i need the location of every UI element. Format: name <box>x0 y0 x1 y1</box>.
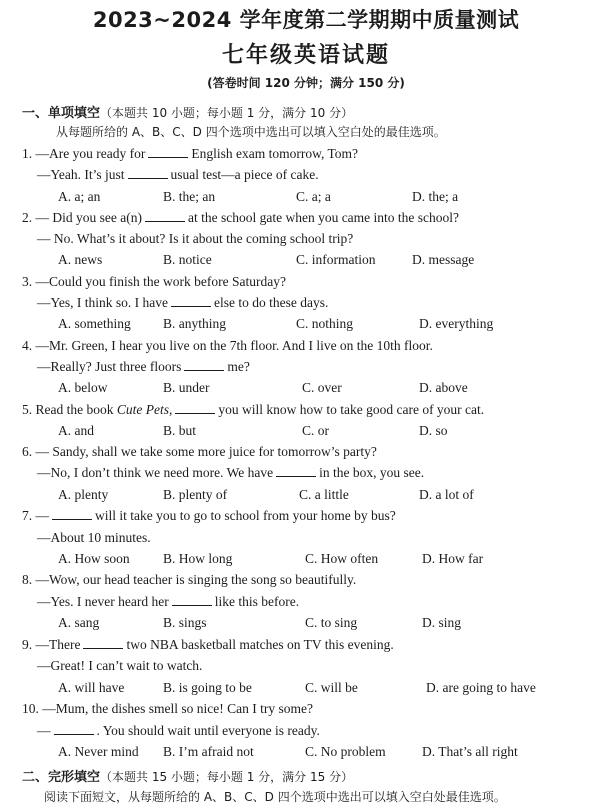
section1-heading <box>22 102 353 121</box>
q4-option-c: C. over <box>302 380 342 395</box>
q4-option-b: B. under <box>163 380 210 395</box>
answer-blank <box>128 168 168 179</box>
answer-blank <box>172 595 212 606</box>
q5-option-d: D. so <box>419 423 448 438</box>
answer-blank <box>148 147 188 158</box>
q7-option-d: D. How far <box>422 551 484 566</box>
q3-option-b: B. anything <box>163 316 226 331</box>
section1-title: 一、单项填空 <box>22 106 101 121</box>
q1-option-b: B. the; an <box>163 189 216 204</box>
q6-option-a: A. plenty <box>58 487 109 502</box>
q7-line2: —About 10 minutes. <box>37 530 151 545</box>
q7-option-b: B. How long <box>163 551 233 566</box>
q1-option-d: D. the; a <box>412 189 459 204</box>
book-title: Cute Pets <box>116 402 169 417</box>
q4-option-d: D. above <box>419 380 468 395</box>
q4-line1: 4. —Mr. Green, I hear you live on the 7th floor. And I live on the 10th floor. <box>22 338 433 353</box>
q5-option-b: B. but <box>163 423 197 438</box>
answer-blank <box>184 360 224 371</box>
q3-line2: —Yes, I think so. I have else to do these days. <box>37 295 329 310</box>
exam-title: 2023~2024 学年度第二学期期中质量测试 <box>92 8 520 32</box>
section1-note: （本题共 10 小题；每小题 1 分，满分 10 分） <box>100 106 354 120</box>
q3-option-d: D. everything <box>419 316 494 331</box>
q4-line2: —Really? Just three floors me? <box>37 359 250 374</box>
section2-heading <box>22 766 353 785</box>
q9-line1: 9. —There two NBA basketball matches on TV this evening. <box>22 637 394 652</box>
q10-option-a: A. Never mind <box>58 744 139 759</box>
q6-option-b: B. plenty of <box>163 487 228 502</box>
q8-option-a: A. sang <box>58 615 100 630</box>
q9-option-b: B. is going to be <box>163 680 252 695</box>
q5-option-c: C. or <box>302 423 329 438</box>
q10-line1: 10. —Mum, the dishes smell so nice! Can I try some? <box>22 701 313 716</box>
answer-blank <box>83 638 123 649</box>
q10-option-c: C. No problem <box>305 744 386 759</box>
section2-note: （本题共 15 小题；每小题 1 分，满分 15 分） <box>100 770 354 784</box>
q10-line2: — . You should wait until everyone is ready. <box>37 723 320 738</box>
q2-line1: 2. — Did you see a(n) at the school gate when you came into the school? <box>22 210 460 225</box>
q7-line1: 7. — will it take you to go to school from your home by bus? <box>22 508 396 523</box>
q7-option-a: A. How soon <box>58 551 130 566</box>
section2-instruction: 阅读下面短文，从每题所给的 A、B、C、D 四个选项中选出可以填入空白处最佳选项。 <box>44 790 506 804</box>
exam-info: (答卷时间 120 分钟；满分 150 分) <box>207 76 405 90</box>
q6-line1: 6. — Sandy, shall we take some more juice for tomorrow’s party? <box>22 444 377 459</box>
exam-subtitle: 七年级英语试题 <box>221 43 390 68</box>
q8-line1: 8. —Wow, our head teacher is singing the song so beautifully. <box>22 572 357 587</box>
q8-option-d: D. sing <box>422 615 462 630</box>
q5-line1: 5. Read the book Cute Pets, you will know how to take good care of your cat. <box>22 402 485 417</box>
section2-title: 二、完形填空 <box>22 770 101 785</box>
q2-option-d: D. message <box>412 252 475 267</box>
q1-option-a: A. a; an <box>58 189 101 204</box>
q3-line1: 3. —Could you finish the work before Saturday? <box>22 274 286 289</box>
q2-line2: — No. What’s it about? Is it about the coming school trip? <box>37 231 354 246</box>
q9-line2: —Great! I can’t wait to watch. <box>37 658 203 673</box>
q1-line1: 1. —Are you ready for English exam tomorrow, Tom? <box>22 146 358 161</box>
answer-blank <box>171 296 211 307</box>
q1-option-c: C. a; a <box>296 189 331 204</box>
q9-option-c: C. will be <box>305 680 358 695</box>
q8-option-c: C. to sing <box>305 615 358 630</box>
q6-line2: —No, I don’t think we need more. We have in the box, you see. <box>37 465 425 480</box>
q1-line2: —Yeah. It’s just usual test—a piece of cake. <box>37 167 319 182</box>
answer-blank <box>54 724 94 735</box>
answer-blank <box>145 211 185 222</box>
section1-instruction: 从每题所给的 A、B、C、D 四个选项中选出可以填入空白处的最佳选项。 <box>56 125 446 139</box>
q2-option-b: B. notice <box>163 252 212 267</box>
q2-option-c: C. information <box>296 252 376 267</box>
q8-line2: —Yes. I never heard her like this before. <box>37 594 300 609</box>
q6-option-d: D. a lot of <box>419 487 474 502</box>
q4-option-a: A. below <box>58 380 108 395</box>
q10-option-b: B. I’m afraid not <box>163 744 254 759</box>
answer-blank <box>52 509 92 520</box>
q3-option-c: C. nothing <box>296 316 354 331</box>
q5-option-a: A. and <box>58 423 94 438</box>
q8-option-b: B. sings <box>163 615 207 630</box>
q3-option-a: A. something <box>58 316 131 331</box>
q2-option-a: A. news <box>58 252 103 267</box>
q9-option-d: D. are going to have <box>426 680 536 695</box>
q10-option-d: D. That’s all right <box>422 744 518 759</box>
q6-option-c: C. a little <box>299 487 349 502</box>
q9-option-a: A. will have <box>58 680 125 695</box>
q7-option-c: C. How often <box>305 551 379 566</box>
answer-blank <box>276 466 316 477</box>
answer-blank <box>175 403 215 414</box>
